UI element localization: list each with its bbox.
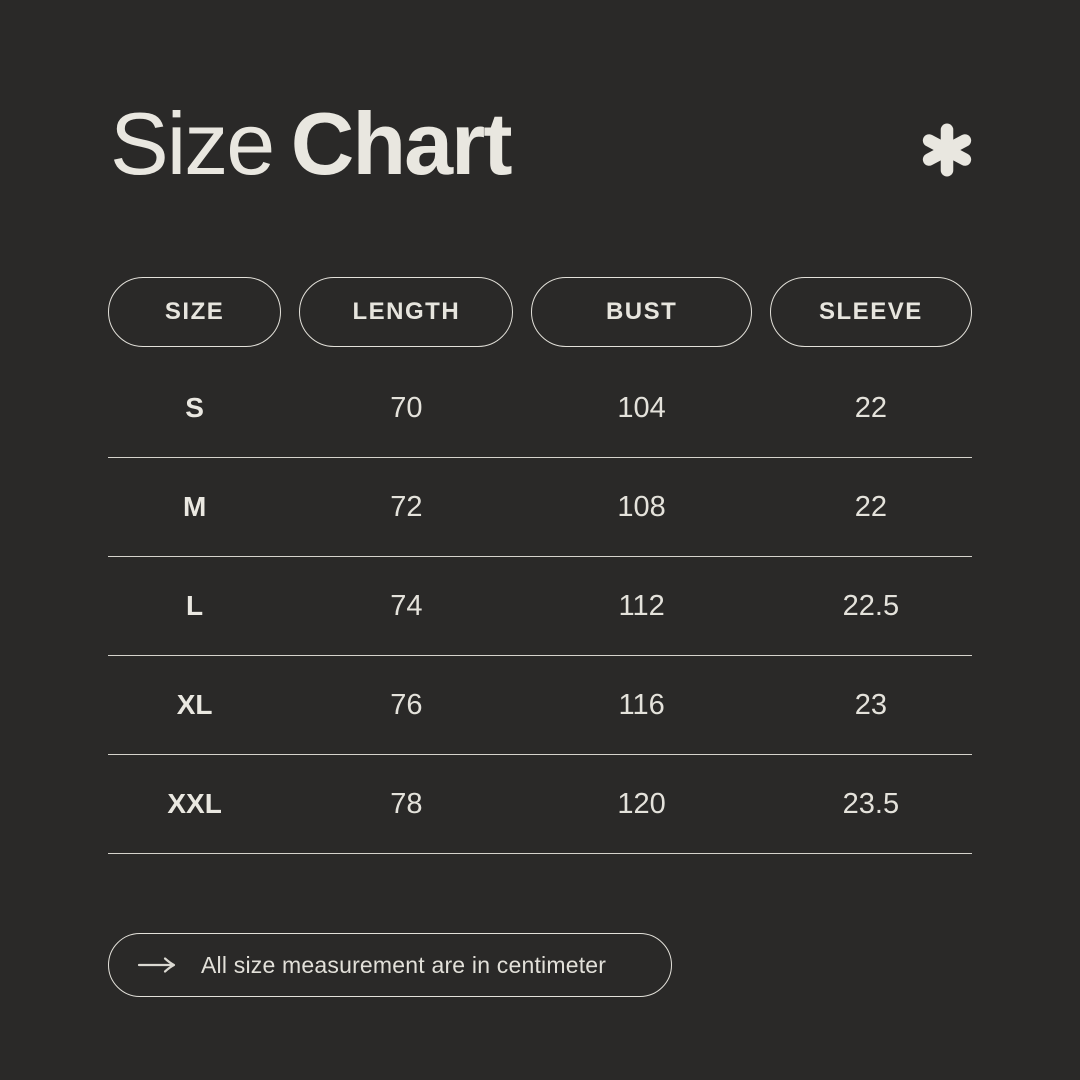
sleeve-cell: 22: [854, 391, 887, 424]
size-cell: M: [182, 491, 207, 522]
bust-cell: 108: [617, 490, 666, 523]
column-pill-size: [108, 277, 281, 347]
column-header-label: SLEEVE: [819, 298, 923, 325]
size-cell: L: [186, 590, 204, 621]
size-cell: XL: [176, 689, 213, 720]
sleeve-cell: 23: [854, 688, 887, 721]
column-pill-bust: [531, 277, 751, 347]
bust-cell: 120: [617, 787, 666, 820]
column-header-label: BUST: [605, 298, 678, 325]
sleeve-cell: 22: [854, 490, 887, 523]
page-title-bold: Chart: [290, 94, 511, 193]
footnote-pill: [108, 933, 672, 997]
page-title: [110, 94, 511, 193]
table-column-headers: [108, 277, 972, 347]
bust-cell: 104: [617, 391, 666, 424]
column-header-label: LENGTH: [352, 298, 461, 325]
length-cell: 72: [390, 490, 423, 523]
size-cell: XXL: [167, 788, 222, 819]
arrow-right-icon: [137, 956, 177, 974]
length-cell: 78: [390, 787, 423, 820]
length-cell: 74: [390, 589, 423, 622]
bust-cell: 112: [618, 589, 665, 622]
length-cell: 76: [390, 688, 423, 721]
size-table: [108, 359, 972, 854]
sleeve-cell: 22.5: [842, 589, 900, 622]
bust-cell: 116: [618, 688, 665, 721]
page-title-light: Size: [110, 94, 274, 193]
size-cell: S: [185, 392, 204, 423]
table-row-m: [108, 458, 972, 557]
table-row-xxl: [108, 755, 972, 854]
column-pill-length: [299, 277, 513, 347]
table-row-xl: [108, 656, 972, 755]
sleeve-cell: 23.5: [842, 787, 900, 820]
length-cell: 70: [390, 391, 423, 424]
asterisk-icon: [920, 122, 974, 178]
table-row-l: [108, 557, 972, 656]
footnote-text: All size measurement are in centimeter: [201, 951, 607, 978]
column-header-label: SIZE: [164, 298, 225, 325]
table-row-s: [108, 359, 972, 458]
column-pill-sleeve: [770, 277, 972, 347]
